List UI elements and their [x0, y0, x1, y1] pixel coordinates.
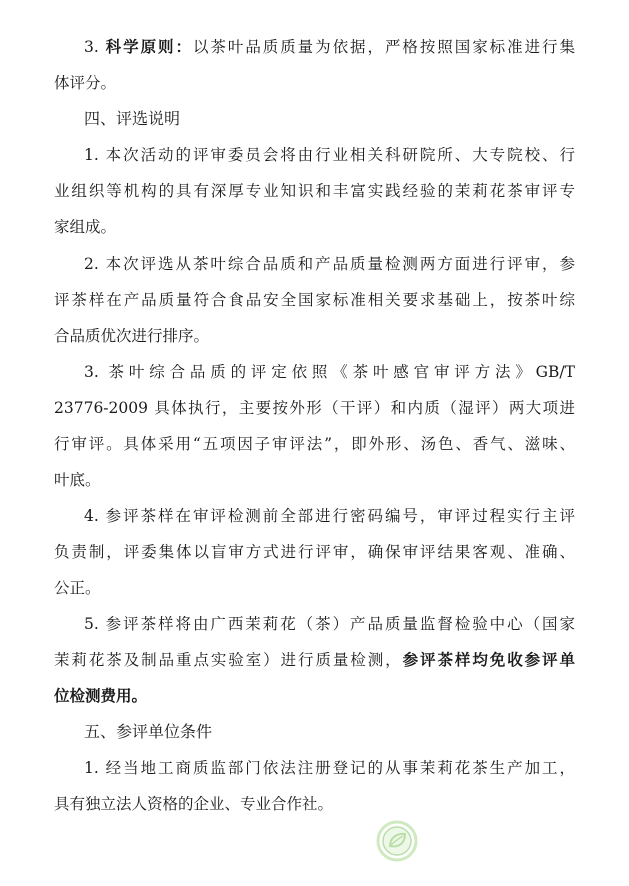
item-5-line-2: 茉莉花茶及制品重点实验室）进行质量检测，参评茶样均免收参评单 — [54, 650, 575, 669]
item-5-line-3: 位检测费用。 — [54, 686, 148, 705]
item-4-line-3: 公正。 — [54, 579, 101, 597]
tea-leaf-logo-icon — [376, 820, 418, 862]
item-3-line-3: 行审评。具体采用“五项因子审评法”，即外形、汤色、香气、滋味、 — [54, 435, 575, 453]
fee-waiver-text: 参评茶样均免收参评单 — [402, 650, 575, 669]
item-1-line-3: 家组成。 — [54, 218, 117, 236]
item-2-line-1: 2. 本次评选从茶叶综合品质和产品质量检测两方面进行评审，参 — [84, 255, 575, 273]
condition-1-line-2: 具有独立法人资格的企业、专业合作社。 — [54, 795, 334, 813]
section-5-heading: 五、参评单位条件 — [84, 722, 213, 741]
condition-1-line-1: 1. 经当地工商质监部门依法注册登记的从事茉莉花茶生产加工， — [84, 759, 575, 777]
item-3-line-2: 23776-2009 具体执行，主要按外形（干评）和内质（湿评）两大项进 — [54, 399, 575, 417]
principle-3-line-2: 体评分。 — [54, 74, 117, 92]
item-1-line-1: 1. 本次活动的评审委员会将由行业相关科研院所、大专院校、行 — [84, 146, 575, 164]
item-3-line-4: 叶底。 — [54, 471, 101, 489]
principle-3-line-1: 3. 科学原则：以茶叶品质质量为依据，严格按照国家标准进行集 — [84, 37, 575, 56]
item-1-line-2: 业组织等机构的具有深厚专业知识和丰富实践经验的茉莉花茶审评专 — [54, 182, 575, 200]
item-5-line-1: 5. 参评茶样将由广西茉莉花（茶）产品质量监督检验中心（国家 — [84, 615, 575, 633]
item-4-line-1: 4. 参评茶样在审评检测前全部进行密码编号，审评过程实行主评 — [84, 507, 575, 525]
item-2-line-3: 合品质优次进行排序。 — [54, 327, 210, 345]
item-3-line-1: 3. 茶叶综合品质的评定依照《茶叶感官审评方法》GB/T — [84, 363, 575, 381]
section-4-heading: 四、评选说明 — [84, 109, 181, 128]
item-2-line-2: 评茶样在产品质量符合食品安全国家标准相关要求基础上，按茶叶综 — [54, 291, 575, 309]
item-4-line-2: 负责制，评委集体以盲审方式进行评审，确保审评结果客观、准确、 — [54, 543, 575, 561]
principle-3-title: 科学原则： — [105, 37, 193, 56]
